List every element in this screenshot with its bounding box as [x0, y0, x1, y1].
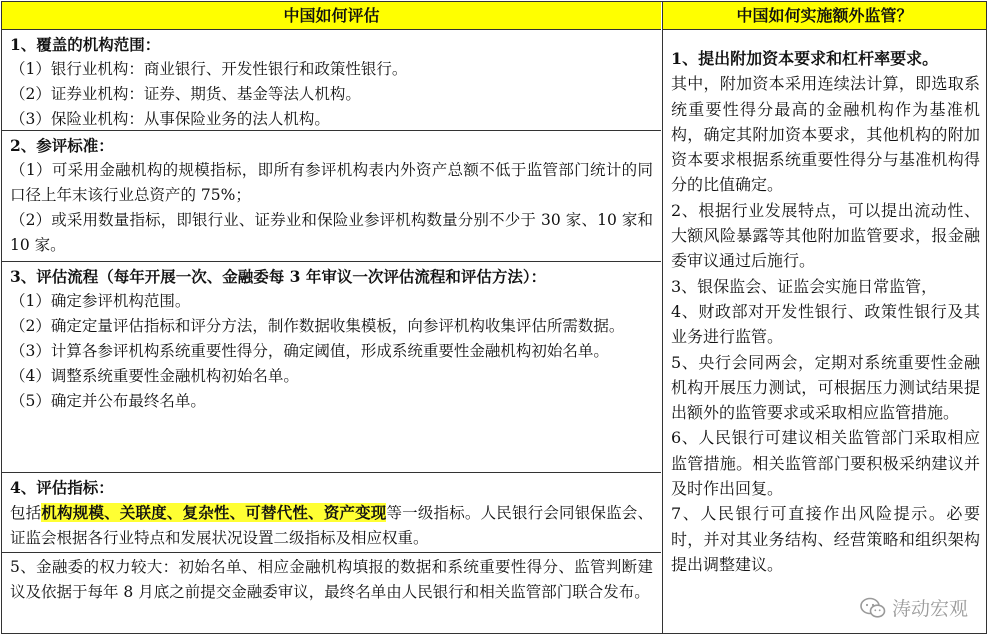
coverage-item-bank: （1）银行业机构：商业银行、开发性银行和政策性银行。	[10, 60, 408, 78]
criteria-size: （1）可采用金融机构的规模指标，即所有参评机构表内外资产总额不低于监管部门统计的同口径上年末该行业总资产的 75%；	[10, 161, 653, 204]
process-step-3: （3）计算各参评机构系统重要性得分，确定阈值，形成系统重要性金融机构初始名单。	[10, 342, 609, 360]
authority-text: 5、金融委的权力较大：初始名单、相应金融机构填报的数据和系统重要性得分、监管判断建议及依据于每年 8 月底之前提交金融委审议，最终名单由人民银行和相关监管部门联合发布。	[10, 558, 653, 601]
section-process-title: 3、评估流程（每年开展一次、金融委每 3 年审议一次评估流程和评估方法）：	[10, 267, 547, 286]
watermark-text: 涛动宏观	[891, 598, 968, 620]
section-criteria-title: 2、参评标准：	[10, 136, 114, 155]
process-step-5: （5）确定并公布最终名单。	[10, 392, 206, 410]
section-indicators	[2, 473, 661, 553]
section-coverage	[2, 30, 661, 131]
measure-7: 7、人民银行可直接作出风险提示。必要时，并对其业务结构、经营策略和组织架构提出调整建议。	[671, 504, 980, 574]
coverage-item-insurance: （3）保险业机构：从事保险业务的法人机构。	[10, 110, 330, 128]
left-column	[2, 2, 661, 633]
measure-1-detail: 其中，附加资本采用连续法计算，即选取系统重要性得分最高的金融机构作为基准机构，确定其附加资本要求，其他机构的附加资本要求根据系统重要性得分与基准机构得分的比值确定。	[671, 74, 980, 195]
criteria-count: （2）或采用数量指标，即银行业、证券业和保险业参评机构数量分别不少于 30 家、10 家和 10 家。	[10, 211, 653, 254]
right-column	[662, 2, 986, 633]
indicators-text	[10, 500, 653, 551]
measure-4: 4、财政部对开发性银行、政策性银行及其业务进行监管。	[671, 301, 980, 347]
right-body	[663, 30, 986, 577]
left-header: 中国如何评估	[2, 2, 661, 30]
measure-6: 6、人民银行可建议相关监管部门采取相应监管措施。相关监管部门要积极采纳建议并及时作出回复。	[671, 428, 980, 499]
measure-2: 2、根据行业发展特点，可以提出流动性、大额风险暴露等其他附加监管要求，报金融委审议通过后施行。	[671, 200, 980, 271]
section-coverage-title: 1、覆盖的机构范围：	[10, 35, 161, 54]
indicators-highlight: 机构规模、关联度、复杂性、可替代性、资产变现	[41, 503, 387, 522]
indicators-prefix: 包括	[10, 504, 42, 522]
coverage-item-securities: （2）证券业机构：证券、期货、基金等法人机构。	[10, 85, 361, 103]
process-step-4: （4）调整系统重要性金融机构初始名单。	[10, 367, 299, 385]
measure-1-title: 1、提出附加资本要求和杠杆率要求。	[671, 49, 939, 68]
process-step-1: （1）确定参评机构范围。	[10, 292, 191, 310]
watermark	[856, 594, 972, 621]
indicators-suffix: 等一级指标。人民银行会同银保监会、证监会根据各行业特点和发展状况设置二级指标及相应权重。	[10, 504, 653, 547]
wechat-icon	[860, 597, 886, 619]
right-header: 中国如何实施额外监管？	[663, 2, 986, 30]
section-authority	[2, 553, 661, 633]
process-step-2: （2）确定定量评估指标和评分方法，制作数据收集模板，向参评机构收集评估所需数据。	[10, 317, 625, 335]
section-criteria	[2, 131, 661, 262]
section-indicators-title: 4、评估指标：	[10, 478, 114, 497]
measure-3: 3、银保监会、证监会实施日常监管，	[671, 276, 938, 296]
section-process	[2, 262, 661, 473]
document-table	[1, 1, 987, 634]
measure-5: 5、央行会同两会，定期对系统重要性金融机构开展压力测试，可根据压力测试结果提出额外的监管要求或采取相应监管措施。	[671, 352, 980, 423]
